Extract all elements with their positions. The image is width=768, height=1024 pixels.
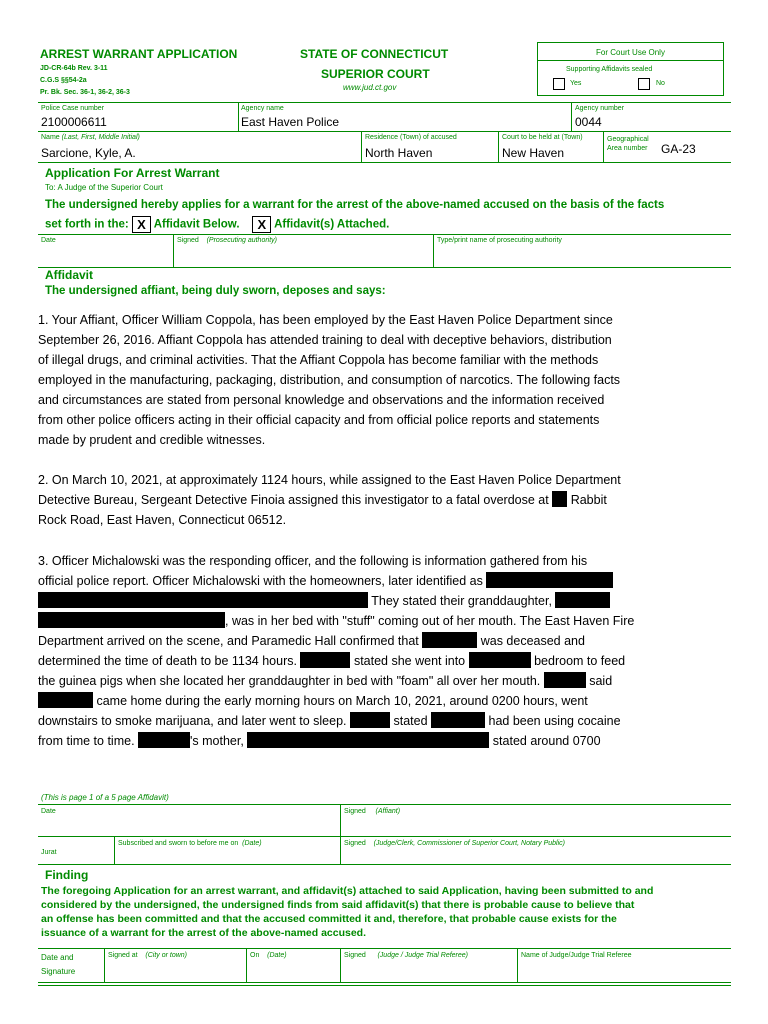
on-date-label: On (Date) xyxy=(250,952,287,959)
app-type-name-label: Type/print name of prosecuting authority xyxy=(437,237,562,244)
app-date-label: Date xyxy=(41,237,56,244)
court-website: www.jud.ct.gov xyxy=(343,83,397,92)
sealed-yes-checkbox[interactable] xyxy=(553,78,565,90)
subscribed-label: Subscribed and sworn to before me on (Date) xyxy=(118,840,262,847)
affidavit-paragraph-1: 1. Your Affiant, Officer William Coppola, has been employed by the East Haven Police Department since September 26, 2016. Affiant Coppola has attended training to deal with deceptive behaviors, distribution of illegal drugs, and criminal activities. That the Affiant Coppola has become familiar with the methods employed in the manufacturing, packaging, distribution, and consumption of narcotics. The following facts and circumstances are stated from personal knowledge and observations and the information received from other police officers acting in their official capacity and from official police reports and statements made by prudent and credible witnesses. xyxy=(38,313,621,447)
agency-name-label: Agency name xyxy=(241,105,284,112)
redaction-block xyxy=(544,672,586,688)
court-use-box xyxy=(537,42,724,96)
residence-label: Residence (Town) of accused xyxy=(365,134,457,141)
affidavit-paragraph-3: 3. Officer Michalowski was the responding officer, and the following is information gathered from his official police report. Officer Michalowski with the homeowners, later identified as They stated their granddaughter, , was in her bed with "stuff" coming out of her mouth. The East Haven Fire Department arrived on the scene, and Paramedic Hall confirmed that was deceased and determined the time of death to be 1134 hours. stated she went into bedroom to feed the guinea pigs when she located her granddaughter in bed with "foam" all over her mouth. said came home during the early morning hours on March 10, 2021, around 0200 hours, went downstairs to smoke marijuana, and later went to sleep. stated had been using cocaine from time to time. 's mother, stated around 0700 xyxy=(38,554,635,748)
sealed-yes-label: Yes xyxy=(570,80,582,87)
redaction-block xyxy=(431,712,485,728)
redaction-block xyxy=(138,732,190,748)
page-note: (This is page 1 of a 5 page Affidavit) xyxy=(41,793,169,802)
redaction-block xyxy=(469,652,531,668)
police-case-value: 2100006611 xyxy=(41,115,107,129)
statute-line-1: C.G.S §§54-2a xyxy=(40,77,87,84)
affiant-date-label: Date xyxy=(41,808,56,815)
application-statement-1: The undersigned hereby applies for a warrant for the arrest of the above-named accused on the basis of the facts xyxy=(45,199,665,211)
accused-name-value: Sarcione, Kyle, A. xyxy=(41,146,136,160)
date-signature-label-2: Signature xyxy=(41,967,76,976)
court-held-label: Court to be held at (Town) xyxy=(502,134,583,141)
redaction-block xyxy=(300,652,350,668)
jurat-label: Jurat xyxy=(41,849,57,856)
residence-value: North Haven xyxy=(365,146,433,160)
form-title: ARREST WARRANT APPLICATION xyxy=(40,47,238,61)
application-statement-2: set forth in the: X Affidavit Below. X Affidavit(s) Attached. xyxy=(45,217,390,232)
accused-name-label: Name (Last, First, Middle Initial) xyxy=(41,134,140,141)
affidavit-sworn-line: The undersigned affiant, being duly sworn, deposes and says: xyxy=(45,285,386,297)
sealed-no-label: No xyxy=(656,80,665,87)
agency-name-value: East Haven Police xyxy=(241,115,340,129)
geo-label-1: Geographical xyxy=(607,136,649,143)
redaction-block xyxy=(486,572,613,588)
court-held-value: New Haven xyxy=(502,146,565,160)
court-use-title: For Court Use Only xyxy=(596,48,665,57)
form-code: JD-CR-64b Rev. 3-11 xyxy=(40,65,108,72)
redaction-block xyxy=(38,612,225,628)
geo-label-2: Area number xyxy=(607,145,648,152)
affidavit-attached-checkbox[interactable]: X xyxy=(252,216,271,233)
finding-text: The foregoing Application for an arrest warrant, and affidavit(s) attached to said Application, having been submitted to and considered by the undersigned, the undersigned finds from said affidavit(s) that there is probable cause to believe that an offense has been committed and that the accused committed it and, therefore, that probable cause exists for the issuance of a warrant for the arrest of the above-named accused. xyxy=(41,885,654,939)
date-signature-label-1: Date and xyxy=(41,953,74,962)
finding-heading: Finding xyxy=(45,868,89,882)
sealed-no-checkbox[interactable] xyxy=(638,78,650,90)
affiant-signed-label: Signed (Affiant) xyxy=(344,808,401,815)
judge-name-label: Name of Judge/Judge Trial Referee xyxy=(521,952,632,959)
redaction-block xyxy=(38,592,368,608)
police-case-label: Police Case number xyxy=(41,105,105,112)
court-title: SUPERIOR COURT xyxy=(321,67,430,81)
statute-line-2: Pr. Bk. Sec. 36-1, 36-2, 36-3 xyxy=(40,89,130,96)
judge-signed-label: Signed (Judge / Judge Trial Referee) xyxy=(344,952,468,959)
redaction-block xyxy=(552,491,567,507)
redaction-block xyxy=(555,592,610,608)
app-signed-label: Signed (Prosecuting authority) xyxy=(177,237,277,244)
jurat-signed-label: Signed (Judge/Clerk, Commissioner of Superior Court, Notary Public) xyxy=(344,840,565,847)
application-to-line: To: A Judge of the Superior Court xyxy=(45,183,163,192)
redaction-block xyxy=(38,692,93,708)
redaction-block xyxy=(247,732,489,748)
application-heading: Application For Arrest Warrant xyxy=(45,166,220,180)
supporting-affidavits-label: Supporting Affidavits sealed xyxy=(566,66,653,73)
redaction-block xyxy=(350,712,390,728)
agency-number-value: 0044 xyxy=(575,115,602,129)
affidavit-below-checkbox[interactable]: X xyxy=(132,216,151,233)
state-title: STATE OF CONNECTICUT xyxy=(300,47,449,61)
redaction-block xyxy=(422,632,477,648)
affidavit-paragraph-2: 2. On March 10, 2021, at approximately 1124 hours, while assigned to the East Haven Police Department Detective Bureau, Sergeant Detective Finoia assigned this investigator to a fatal overdose at Rabbit Rock Road, East Haven, Connecticut 06512. xyxy=(38,473,621,527)
signed-at-label: Signed at (City or town) xyxy=(108,952,187,959)
geo-value: GA-23 xyxy=(661,142,696,156)
affidavit-heading: Affidavit xyxy=(45,268,93,282)
agency-number-label: Agency number xyxy=(575,105,625,112)
